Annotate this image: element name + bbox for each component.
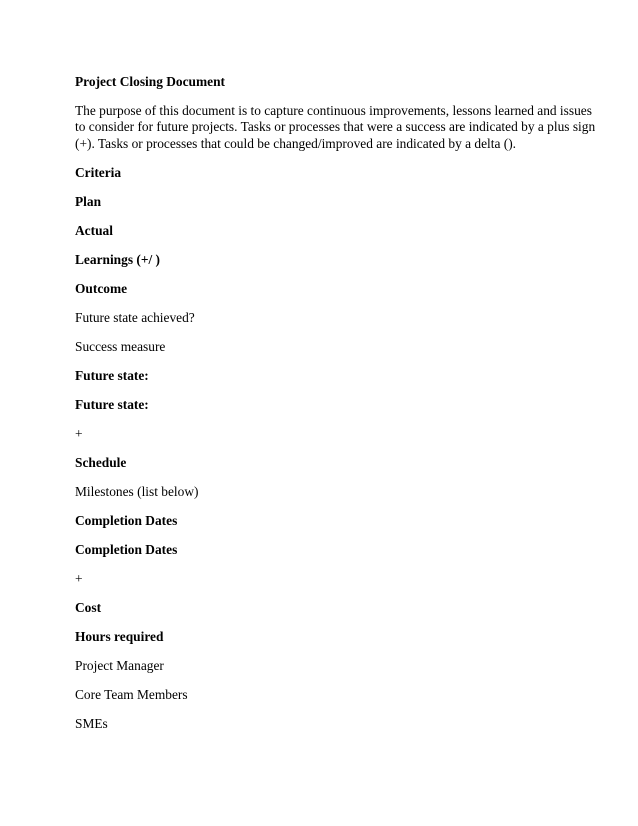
spacer [75,355,575,368]
heading-completion-dates: Completion Dates [75,541,178,557]
heading-future-state: Future state: [75,367,149,383]
heading-cost: Cost [75,599,102,615]
heading-outcome: Outcome [75,280,128,296]
text-future-state-achieved: Future state achieved? [75,309,195,325]
intro-line: The purpose of this document is to capture continuous improvements, lessons learned and issues [75,103,592,118]
heading-learnings: Learnings (+/ ) [75,251,160,267]
spacer [75,442,575,455]
heading-actual: Actual [75,222,113,238]
document-body [75,74,596,732]
text-core-team-members: Core Team Members [75,686,188,702]
spacer [75,645,575,658]
intro-line: (+). Tasks or processes that could be changed/improved are indicated by a delta (). [75,135,517,151]
spacer [75,384,575,397]
heading-hours-required: Hours required [75,628,164,644]
heading-schedule: Schedule [75,454,127,470]
heading-future-state: Future state: [75,396,149,412]
spacer [75,413,575,426]
heading-completion-dates: Completion Dates [75,512,178,528]
spacer [75,181,575,194]
spacer [75,268,575,281]
spacer [75,297,575,310]
text-milestones: Milestones (list below) [75,483,199,499]
spacer [75,529,575,542]
spacer [75,558,575,571]
spacer [75,326,575,339]
intro-paragraph [75,103,596,152]
spacer [75,90,575,103]
heading-plan: Plan [75,193,102,209]
spacer [75,616,575,629]
plus-marker: + [75,425,83,441]
text-smes: SMEs [75,715,108,731]
heading-criteria: Criteria [75,164,122,180]
text-project-manager: Project Manager [75,657,164,673]
text-success-measure: Success measure [75,338,166,354]
spacer [75,674,575,687]
spacer [75,471,575,484]
document-title: Project Closing Document [75,74,225,89]
plus-marker: + [75,570,83,586]
spacer [75,210,575,223]
spacer [75,239,575,252]
intro-line: to consider for future projects. Tasks or processes that were a success are indicated by a plus sign [75,119,596,135]
spacer [75,500,575,513]
spacer [75,703,575,716]
spacer [75,587,575,600]
spacer [75,152,575,165]
